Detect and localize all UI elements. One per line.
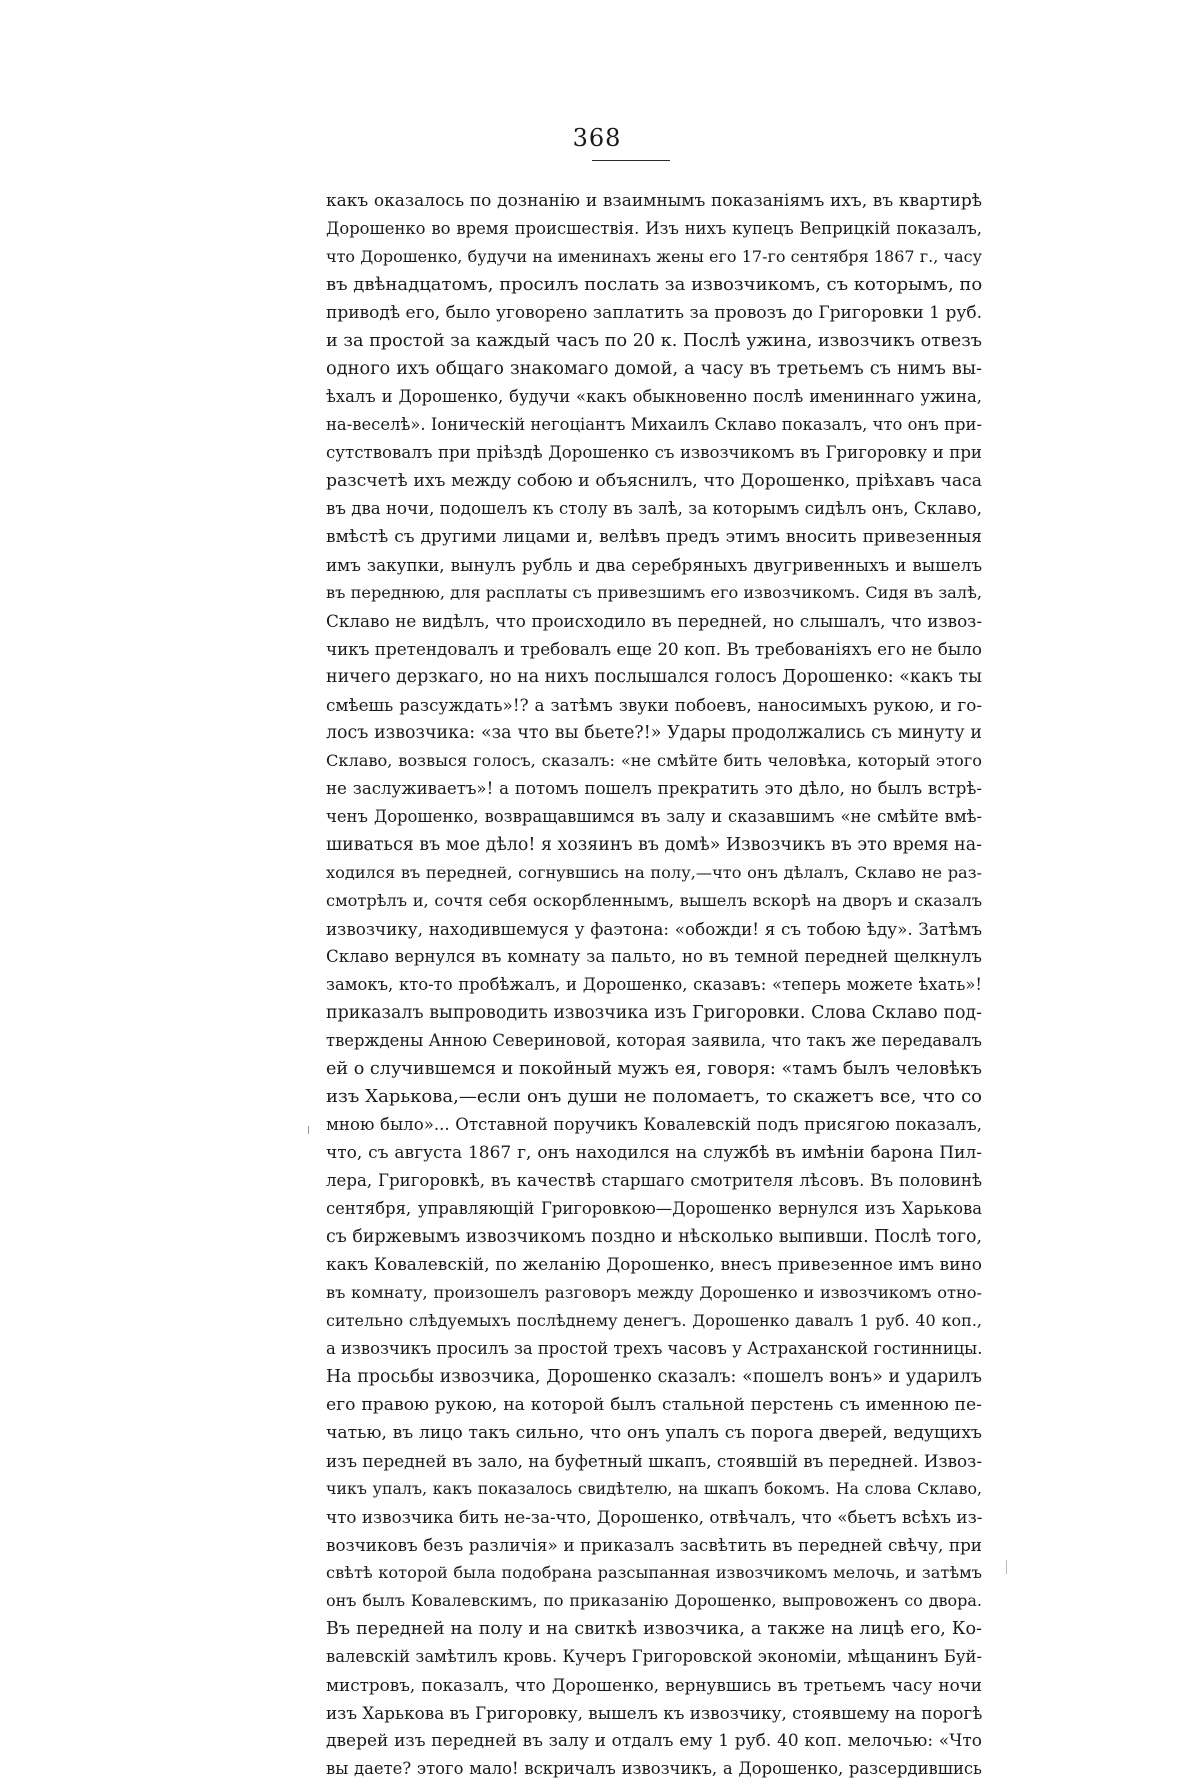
text-line: какъ оказалось по дознанію и взаимнымъ показаніямъ ихъ, въ квартирѣ <box>326 191 982 211</box>
text-line: изъ передней въ зало, на буфетный шкапъ, стоявшій въ передней. Извоз- <box>326 1451 982 1471</box>
text-line: разсчетѣ ихъ между собою и объяснилъ, что Дорошенко, пріѣхавъ часа <box>326 471 982 491</box>
text-line: Склаво не видѣлъ, что происходило въ передней, но слышалъ, что извоз- <box>326 611 982 631</box>
text-line: чикъ упалъ, какъ показалось свидѣтелю, на шкапъ бокомъ. На слова Склаво, <box>326 1479 982 1498</box>
text-line: На просьбы извозчика, Дорошенко сказалъ: «пошелъ вонъ» и ударилъ <box>326 1367 982 1387</box>
text-line: одного ихъ общаго знакомаго домой, а часу въ третьемъ съ нимъ вы- <box>326 358 982 379</box>
text-line: что, съ августа 1867 г, онъ находился на службѣ въ имѣніи барона Пил- <box>326 1143 982 1163</box>
text-line: Въ передней на полу и на свиткѣ извозчика, а также на лицѣ его, Ко- <box>326 1619 982 1639</box>
text-line: имъ закупки, вынулъ рубль и два серебряныхъ двугривенныхъ и вышелъ <box>326 555 982 575</box>
text-line: въ переднюю, для расплаты съ привезшимъ его извозчикомъ. Сидя въ залѣ, <box>326 583 982 602</box>
text-line: сентября, управляющій Григоровкою—Дорошенко вернулся изъ Харькова <box>326 1199 982 1218</box>
text-line: что Дорошенко, будучи на именинахъ жены его 17-го сентября 1867 г., часу <box>326 247 982 266</box>
text-line: не заслуживаетъ»! а потомъ пошелъ прекратить это дѣло, но былъ встрѣ- <box>326 779 982 798</box>
text-line: шиваться въ мое дѣло! я хозяинъ въ домѣ» Извозчикъ въ это время на- <box>326 835 982 855</box>
text-line: сительно слѣдуемыхъ послѣднему денегъ. Дорошенко давалъ 1 руб. 40 коп., <box>326 1311 982 1330</box>
text-line: вмѣстѣ съ другими лицами и, велѣвъ предъ этимъ вносить привезенныя <box>326 527 982 547</box>
text-line: сутствовалъ при пріѣздѣ Дорошенко съ извозчикомъ въ Григоровку и при <box>326 443 982 462</box>
text-line: онъ былъ Ковалевскимъ, по приказанію Дорошенко, выпровоженъ со двора. <box>326 1591 982 1610</box>
text-line: какъ Ковалевскій, по желанію Дорошенко, внесъ привезенное имъ вино <box>326 1255 982 1275</box>
text-line: что извозчика бить не-за-что, Дорошенко, отвѣчалъ, что «бьетъ всѣхъ из- <box>326 1507 982 1527</box>
margin-mark <box>308 1126 309 1134</box>
text-line: дверей изъ передней въ залу и отдалъ ему 1 руб. 40 коп. мелочью: «Что <box>326 1731 982 1751</box>
text-line: на-веселѣ». Іоническій негоціантъ Михаилъ Склаво показалъ, что онъ при- <box>326 415 982 434</box>
text-line: приводѣ его, было уговорено заплатить за провозъ до Григоровки 1 руб. <box>326 303 982 323</box>
text-line: Склаво, возвыся голосъ, сказалъ: «не смѣйте бить человѣка, который этого <box>326 751 982 770</box>
text-line: смѣешь разсуждать»!? а затѣмъ звуки побоевъ, наносимыхъ рукою, и го- <box>326 695 982 715</box>
text-line: мистровъ, показалъ, что Дорошенко, вернувшись въ третьемъ часу ночи <box>326 1675 982 1695</box>
text-line: ченъ Дорошенко, возвращавшимся въ залу и сказавшимъ «не смѣйте вмѣ- <box>326 807 982 826</box>
text-line: и за простой за каждый часъ по 20 к. Послѣ ужина, извозчикъ отвезъ <box>326 331 982 351</box>
page-number: 368 <box>572 124 622 152</box>
text-line: изъ Харькова,—если онъ души не поломаетъ, то скажетъ все, что со <box>326 1086 982 1107</box>
text-line: замокъ, кто-то пробѣжалъ, и Дорошенко, сказавъ: «теперь можете ѣхать»! <box>326 975 982 994</box>
text-line: въ двѣнадцатомъ, просилъ послать за извозчикомъ, съ которымъ, по <box>326 274 982 295</box>
text-line: свѣтѣ которой была подобрана разсыпанная извозчикомъ мелочь, и затѣмъ <box>326 1563 982 1582</box>
text-line: съ биржевымъ извозчикомъ поздно и нѣсколько выпивши. Послѣ того, <box>326 1227 982 1247</box>
text-line: валевскій замѣтилъ кровь. Кучеръ Григоровской экономіи, мѣщанинъ Буй- <box>326 1647 982 1666</box>
text-line: мною было»... Отставной поручикъ Ковалевскій подъ присягою показалъ, <box>326 1115 982 1134</box>
text-line: тверждены Анною Севериновой, которая заявила, что такъ же передавалъ <box>326 1031 982 1050</box>
text-line: лосъ извозчика: «за что вы бьете?!» Удары продолжались съ минуту и <box>326 723 982 743</box>
text-line: а извозчикъ просилъ за простой трехъ часовъ у Астраханской гостинницы. <box>326 1339 982 1358</box>
text-line: лера, Григоровкѣ, въ качествѣ старшаго смотрителя лѣсовъ. Въ половинѣ <box>326 1171 982 1190</box>
text-line: его правою рукою, на которой былъ стальной перстень съ именною пе- <box>326 1395 982 1415</box>
text-line: Дорошенко во время происшествія. Изъ нихъ купецъ Веприцкій показалъ, <box>326 219 982 238</box>
text-line: приказалъ выпроводить извозчика изъ Григоровки. Слова Склаво под- <box>326 1003 982 1023</box>
text-line: вы даете? этого мало! вскричалъ извозчикъ, а Дорошенко, разсердившись <box>326 1759 982 1778</box>
text-line: чатью, въ лицо такъ сильно, что онъ упалъ съ порога дверей, ведущихъ <box>326 1423 982 1443</box>
text-line: смотрѣлъ и, сочтя себя оскорбленнымъ, вышелъ вскорѣ на дворъ и сказалъ <box>326 891 982 910</box>
body-text <box>326 187 982 1783</box>
text-line: въ два ночи, подошелъ къ столу въ залѣ, за которымъ сидѣлъ онъ, Склаво, <box>326 499 982 518</box>
margin-mark <box>1006 1560 1007 1574</box>
text-line: ей о случившемся и покойный мужъ ея, говоря: «тамъ былъ человѣкъ <box>326 1059 982 1079</box>
text-line: извозчику, находившемуся у фаэтона: «обожди! я съ тобою ѣду». Затѣмъ <box>326 919 982 939</box>
text-line: Склаво вернулся въ комнату за пальто, но въ темной передней щелкнулъ <box>326 947 982 966</box>
header-rule <box>592 160 670 161</box>
text-line: чикъ претендовалъ и требовалъ еще 20 коп. Въ требованіяхъ его не было <box>326 639 982 659</box>
text-line: изъ Харькова въ Григоровку, вышелъ къ извозчику, стоявшему на порогѣ <box>326 1703 982 1723</box>
text-line: возчиковъ безъ различія» и приказалъ засвѣтить въ передней свѣчу, при <box>326 1535 982 1555</box>
text-line: ничего дерзкаго, но на нихъ послышался голосъ Дорошенко: «какъ ты <box>326 667 982 687</box>
text-line: ѣхалъ и Дорошенко, будучи «какъ обыкновенно послѣ имениннаго ужина, <box>326 387 982 406</box>
text-line: въ комнату, произошелъ разговоръ между Дорошенко и извозчикомъ отно- <box>326 1283 982 1302</box>
text-line: ходился въ передней, согнувшись на полу,—что онъ дѣлалъ, Склаво не раз- <box>326 863 982 882</box>
